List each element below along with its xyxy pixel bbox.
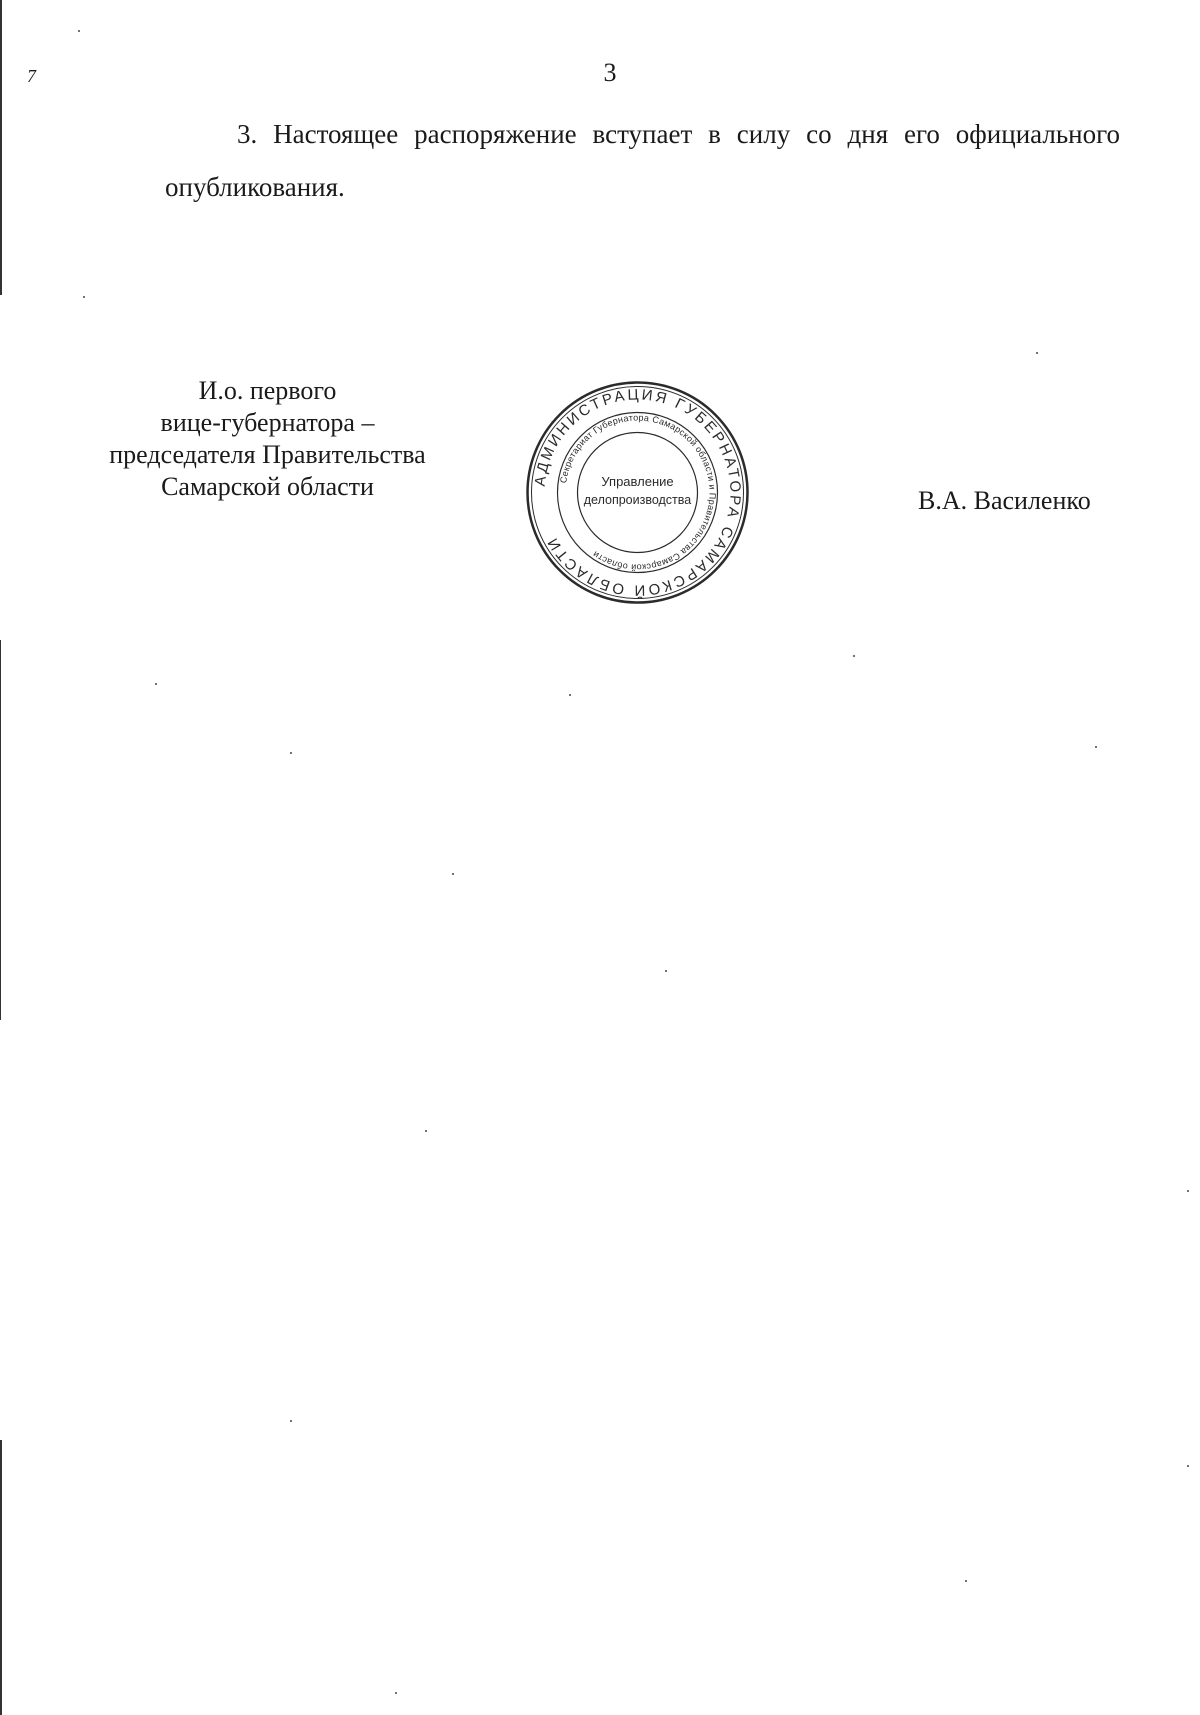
- signer-title-line: председателя Правительства: [109, 440, 426, 469]
- signer-title: [70, 375, 465, 503]
- scan-edge-line: [0, 0, 2, 295]
- scan-speck: [395, 1692, 397, 1694]
- scan-speck: [425, 1130, 427, 1132]
- stamp-center-line-1: Управление: [601, 474, 674, 489]
- scan-edge-line: [0, 640, 1, 1020]
- page-number: 3: [603, 58, 617, 87]
- scan-speck: [290, 1420, 292, 1422]
- scan-speck: [1036, 352, 1038, 354]
- scan-speck: [290, 752, 292, 754]
- scan-speck: [1095, 746, 1097, 748]
- scan-speck: [155, 683, 157, 685]
- scan-speck: [569, 694, 571, 696]
- scan-speck: [78, 30, 80, 32]
- scan-speck: [965, 1580, 967, 1582]
- signer-title-line: Самарской области: [161, 472, 374, 501]
- body-paragraph: 3. Настоящее распоряжение вступает в силу со дня его официального опубликования.: [165, 119, 1120, 202]
- scan-speck: [83, 296, 85, 298]
- scan-edge-line: [0, 1440, 2, 1715]
- signer-title-line: вице-губернатора –: [160, 408, 375, 437]
- margin-mark: 7: [27, 66, 36, 86]
- scan-speck: [1187, 1190, 1189, 1192]
- stamp-outer-text: АДМИНИСТРАЦИЯ ГУБЕРНАТОРА САМАРСКОЙ ОБЛАСТИ: [531, 386, 744, 599]
- scan-speck: [853, 655, 855, 657]
- official-stamp: [525, 380, 750, 605]
- stamp-center-line-2: делопроизводства: [583, 493, 692, 507]
- scan-speck: [1187, 1465, 1189, 1467]
- signer-title-line: И.о. первого: [198, 376, 337, 405]
- scan-speck: [665, 970, 667, 972]
- signer-name: В.А. Василенко: [918, 486, 1091, 515]
- scan-speck: [452, 873, 454, 875]
- stamp-inner-text: Секретариат Губернатора Самарской области и Правительства Самарской области: [558, 412, 718, 573]
